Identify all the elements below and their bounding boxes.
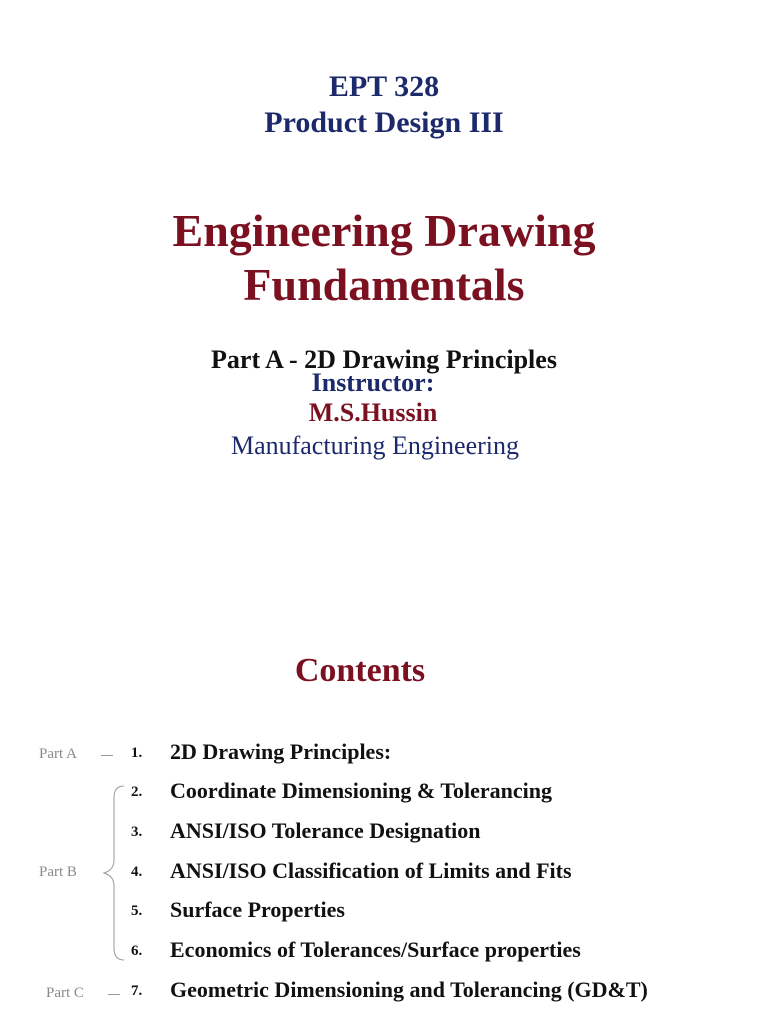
slide-title-line-2: Fundamentals bbox=[243, 259, 525, 310]
contents-item-number: 2. bbox=[131, 784, 143, 800]
instructor-name: M.S.Hussin bbox=[308, 398, 438, 427]
part-a-label: Part A bbox=[39, 746, 77, 762]
slide-subtitle: Part A - 2D Drawing Principles bbox=[211, 345, 557, 374]
part-c-dash bbox=[108, 994, 120, 995]
contents-item-number: 1. bbox=[131, 745, 143, 761]
contents-item-number: 6. bbox=[131, 943, 143, 959]
contents-item: Surface Properties bbox=[170, 897, 345, 922]
contents-item: 2D Drawing Principles: bbox=[170, 739, 392, 764]
slide-title-line-1: Engineering Drawing bbox=[172, 205, 596, 256]
contents-item: Coordinate Dimensioning & Tolerancing bbox=[170, 778, 552, 803]
contents-item-number: 7. bbox=[131, 983, 143, 999]
contents-item: ANSI/ISO Classification of Limits and Fits bbox=[170, 858, 572, 883]
part-a-dash bbox=[101, 755, 113, 756]
contents-item: ANSI/ISO Tolerance Designation bbox=[170, 818, 481, 843]
course-name: Product Design III bbox=[264, 106, 504, 139]
part-b-label: Part B bbox=[39, 864, 77, 880]
part-c-label: Part C bbox=[46, 985, 84, 1001]
contents-item: Geometric Dimensioning and Tolerancing (GD&T) bbox=[170, 977, 648, 1002]
contents-heading: Contents bbox=[294, 652, 426, 689]
contents-item-number: 3. bbox=[131, 824, 143, 840]
contents-item: Economics of Tolerances/Surface properties bbox=[170, 937, 581, 962]
contents-item-number: 5. bbox=[131, 903, 143, 919]
part-b-brace bbox=[100, 782, 130, 964]
instructor-label: Instructor: bbox=[311, 368, 435, 397]
instructor-department: Manufacturing Engineering bbox=[230, 431, 520, 460]
course-code: EPT 328 bbox=[328, 70, 440, 103]
contents-item-number: 4. bbox=[131, 864, 143, 880]
